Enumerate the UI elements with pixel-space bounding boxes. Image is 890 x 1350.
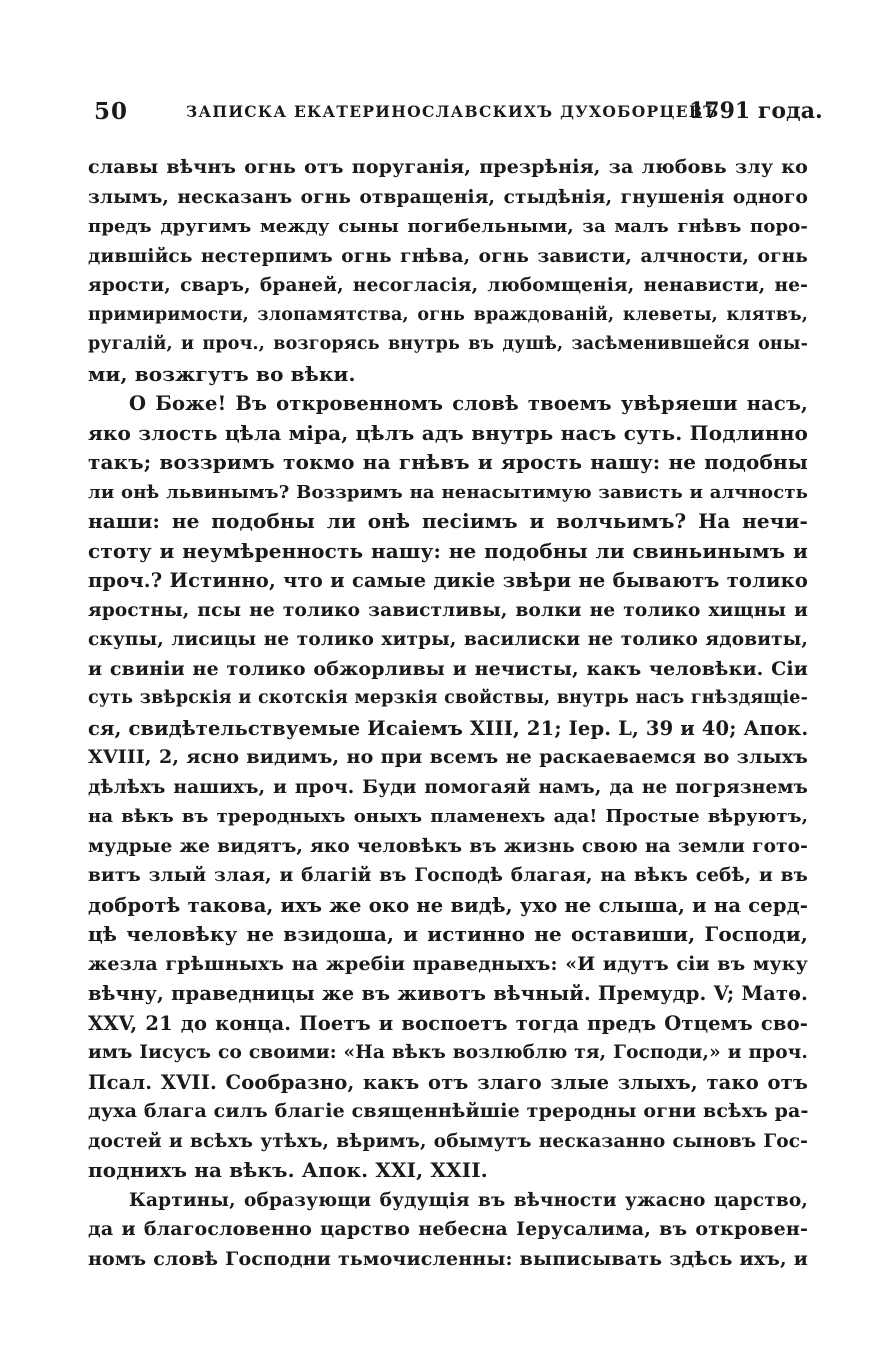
text-line: ми, возжгутъ во вѣки. [88, 361, 356, 386]
text-line: скупы, лисицы не толико хитры, василиски не толико ядовиты, [88, 629, 808, 650]
running-title-year: 1791 года. [689, 98, 823, 124]
text-line: и свиніи не толико обжорливы и нечисты, какъ человѣки. Сіи [88, 657, 808, 680]
page-number: 50 [94, 98, 129, 125]
text-line: витъ злый злая, и благій въ Господѣ благая, на вѣкъ себѣ, и въ [88, 865, 808, 886]
paragraph-start-line: Картины, образующи будущія въ вѣчности ужасно царство, [129, 1189, 808, 1211]
text-line: яростны, псы не толико завистливы, волки не толико хищны и [88, 599, 808, 621]
text-line: предъ другимъ между сыны погибельными, за малъ гнѣвъ поро- [88, 216, 808, 237]
text-line: номъ словѣ Господни тьмочисленны: выписывать здѣсь ихъ, и [88, 1247, 808, 1270]
text-line: такъ; воззримъ токмо на гнѣвъ и ярость нашу: не подобны [88, 450, 808, 474]
text-line: проч.? Истинно, что и самые дикіе звѣри не бываютъ толико [88, 569, 808, 592]
text-line: XXV, 21 до конца. Поетъ и воспоетъ тогда предъ Отцемъ сво- [88, 1011, 808, 1035]
text-line: XVIII, 2, ясно видимъ, но при всемъ не раскаеваемся во злыхъ [88, 746, 808, 768]
text-line: яко злость цѣла міра, цѣлъ адъ внутрь насъ суть. Подлинно [88, 420, 808, 445]
text-line: наши: не подобны ли онѣ песіимъ и волчьимъ? На нечи- [88, 509, 808, 533]
text-line: ли онѣ львинымъ? Воззримъ на ненасытимую зависть и алчность [88, 481, 808, 503]
text-line: дѣлѣхъ нашихъ, и проч. Буди помогаяй намъ, да не погрязнемъ [88, 776, 808, 798]
text-line: вѣчну, праведницы же въ животъ вѣчный. Премудр. V; Матѳ. [88, 982, 808, 1005]
text-line: злымъ, несказанъ огнь отвращенія, стыдѣнія, гнушенія одного [88, 186, 808, 208]
text-line: имъ Іисусъ со своими: «На вѣкъ возлюблю тя, Господи,» и проч. [88, 1042, 808, 1063]
text-line: ся, свидѣтельствуемые Исаіемъ XIII, 21; Іер. L, 39 и 40; Апок. [88, 716, 809, 740]
text-line: жезла грѣшныхъ на жребіи праведныхъ: «И идутъ сіи въ муку [88, 952, 808, 975]
text-line: духа блага силъ благіе священнѣйшіе треродны огни всѣхъ ра- [88, 1100, 809, 1122]
text-line: суть звѣрскія и скотскія мерзкія свойствы, внутрь насъ гнѣздящіе- [88, 688, 808, 708]
text-line: мудрые же видятъ, яко человѣкъ въ жизнь свою на земли гото- [88, 835, 808, 857]
running-title: ЗАПИСКА ЕКАТЕРИНОСЛАВСКИХЪ ДУХОБОРЦЕВЪ [186, 102, 720, 121]
text-line: Псал. XVII. Сообразно, какъ отъ злаго злые злыхъ, тако отъ [88, 1070, 808, 1094]
running-head [92, 98, 823, 130]
text-line: славы вѣчнъ огнь отъ поруганія, презрѣнія, за любовь злу ко [88, 156, 808, 178]
text-line: цѣ человѣку не взидоша, и истинно не оставиши, Господи, [88, 922, 808, 946]
text-line: достей и всѣхъ утѣхъ, вѣримъ, обымутъ несказанно сыновъ Гос- [88, 1130, 808, 1152]
text-line: дившійсь нестерпимъ огнь гнѣва, огнь зависти, алчности, огнь [88, 245, 808, 267]
text-line: поднихъ на вѣкъ. Апок. XXI, XXII. [88, 1158, 488, 1182]
text-line: да и благословенно царство небесна Іерусалима, въ откровен- [88, 1218, 808, 1240]
text-line: на вѣкъ въ треродныхъ оныхъ пламенехъ ада! Простые вѣруютъ, [88, 806, 808, 827]
text-line: добротѣ такова, ихъ же око не видѣ, ухо не слыша, и на серд- [88, 893, 808, 917]
body-text [88, 153, 808, 1274]
text-line: примиримости, злопамятства, огнь враждованій, клеветы, клятвъ, [88, 304, 808, 325]
text-line: ругалій, и проч., возгорясь внутрь въ душѣ, засѣменившейся оны- [88, 334, 808, 354]
text-line: стоту и неумѣренность нашу: не подобны ли свиньинымъ и [88, 538, 808, 563]
text-line: ярости, сваръ, браней, несогласія, любомщенія, ненависти, не- [88, 275, 808, 296]
paragraph-start-line: О Боже! Въ откровенномъ словѣ твоемъ увѣряеши насъ, [129, 392, 808, 415]
